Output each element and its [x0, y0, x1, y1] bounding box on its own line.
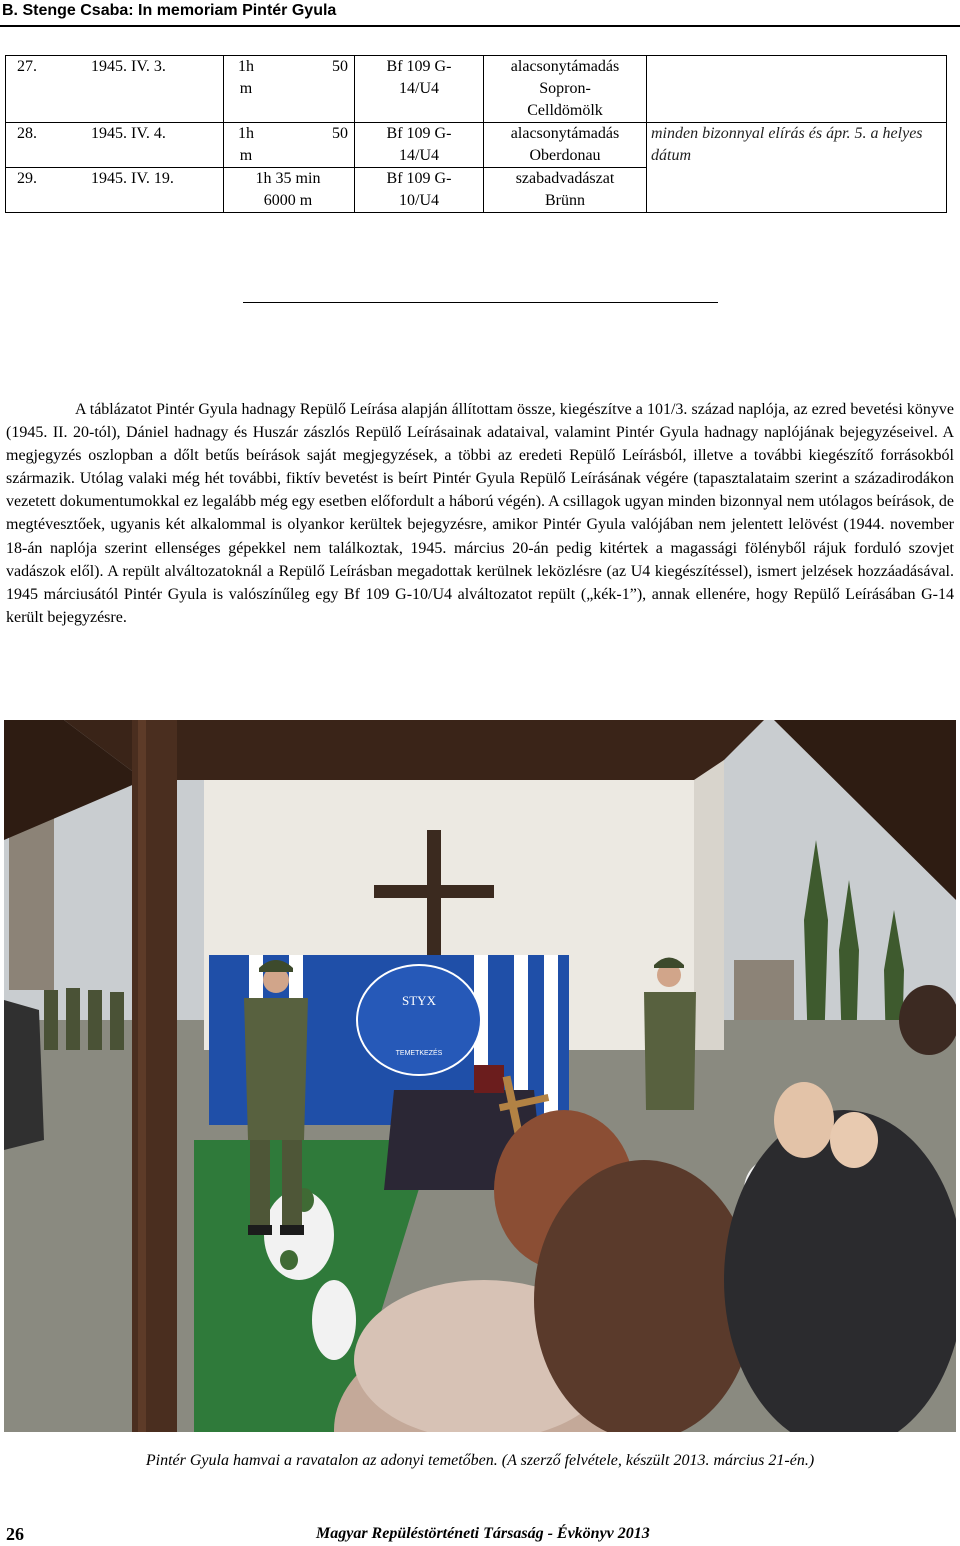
table-row — [6, 123, 947, 168]
cell-date: 1945. IV. 19. — [79, 168, 224, 213]
duration-line: 1h — [238, 58, 254, 75]
mission-line: Sopron- — [539, 80, 591, 97]
mission-line: Oberdonau — [529, 147, 601, 164]
cell-date: 1945. IV. 3. — [79, 56, 224, 123]
sortie-count: 50 — [332, 58, 348, 75]
table-row — [6, 56, 947, 123]
separator-rule — [243, 302, 718, 303]
funeral-photo — [4, 720, 956, 1432]
cell-mission — [484, 168, 647, 213]
mission-line: Brünn — [545, 192, 585, 209]
cell-duration — [224, 168, 355, 213]
duration-line: 6000 m — [263, 192, 313, 209]
page-number: 26 — [6, 1524, 24, 1544]
publication-title: Magyar Repüléstörténeti Társaság - Évkönyv 2013 — [316, 1525, 650, 1542]
aircraft-line: Bf 109 G- — [386, 125, 452, 142]
cell-mission — [484, 123, 647, 168]
aircraft-line: 14/U4 — [399, 80, 439, 97]
mission-line: alacsonytámadás — [510, 125, 620, 142]
aircraft-line: 10/U4 — [399, 192, 439, 209]
body-paragraph: A táblázatot Pintér Gyula hadnagy Repülő Leírása alapján állítottam össze, kiegészítve a 101/3. század naplója, az ezred bevetési könyve (1945. II. 20-tól), Dániel hadnagy és Huszár zászlós Repülő Leírásainak adataival, valamint Pintér Gyula hadnagy naplójának bejegyzéseivel. A megjegyzés oszlopban a dőlt betűs beírások saját megjegyzések, a többi az eredeti Repülő Leírásból, illetve a további kiegészítő forrásokból származik. Utólag valaki még hét további, fiktív bevetést is beírt Pintér Gyula Repülő Leírásának végére (tapasztalataim szerint a századirodákon vezetett dokumentumokkal ez legalább még egy esetben előfordult a háború végén). A csillagok ugyan minden bizonnyal nem utólagos beírások, de megtévesztőek, ugyanis két alkalommal is olyankor kerültek bejegyzésre, amikor Pintér Gyula valójában nem jelentett lelövést (1944. november 18-án naplója szerint ellenséges gépekkel nem találkoztak, 1945. március 20-án pedig kitértek a magassági fölényből rájuk forduló szovjet vadászok elől). A repült alváltozatoknál a Repülő Leírásban megadottak kerülnek leközlésre (az U4 kiegészítéssel), ismert jelzések hozzáadásával. 1945 márciusától Pintér Gyula is valószínűleg egy Bf 109 G-10/U4 alváltozatot repült („kék-1”), annak ellenére, hogy Repülő Leírásában G-14 került bejegyzésre. — [6, 401, 954, 626]
cell-num: 28. — [6, 123, 80, 168]
photo-illustration — [4, 720, 956, 1432]
cell-aircraft — [355, 123, 484, 168]
cell-note — [647, 56, 947, 123]
photo-caption: Pintér Gyula hamvai a ravatalon az adonyi temetőben. (A szerző felvétele, készült 2013. március 21-én.) — [145, 1452, 815, 1469]
duration-line: 1h 35 min — [255, 170, 321, 187]
aircraft-line: Bf 109 G- — [386, 170, 452, 187]
cell-num: 27. — [6, 56, 80, 123]
portrait-frame — [474, 1065, 504, 1093]
aircraft-line: 14/U4 — [399, 147, 439, 164]
cell-aircraft — [355, 168, 484, 213]
cell-num: 29. — [6, 168, 80, 213]
cell-duration — [224, 123, 355, 168]
mission-line: Celldömölk — [527, 102, 603, 119]
mission-line: alacsonytámadás — [510, 58, 620, 75]
sortie-count: 50 — [332, 125, 348, 142]
running-header: B. Stenge Csaba: In memoriam Pintér Gyula — [2, 2, 337, 19]
header-rule — [0, 25, 960, 27]
aircraft-line: Bf 109 G- — [386, 58, 452, 75]
cell-note: minden bizonnyal elírás és ápr. 5. a helyes dátum — [647, 123, 947, 213]
mission-table — [5, 55, 947, 213]
banner-subtext: TEMETKEZÉS — [395, 1050, 443, 1057]
duration-line: m — [239, 147, 253, 164]
mission-line: szabadvadászat — [515, 170, 615, 187]
cell-mission — [484, 56, 647, 123]
cell-aircraft — [355, 56, 484, 123]
cell-duration — [224, 56, 355, 123]
duration-line: m — [239, 80, 253, 97]
banner-text: STYX — [402, 993, 436, 1008]
cell-date: 1945. IV. 4. — [79, 123, 224, 168]
duration-line: 1h — [238, 125, 254, 142]
